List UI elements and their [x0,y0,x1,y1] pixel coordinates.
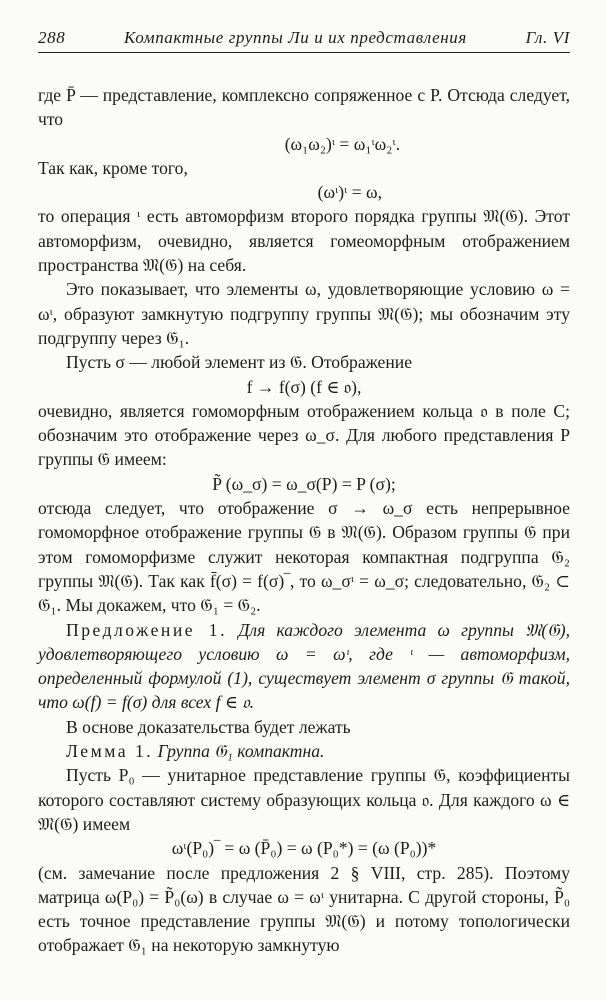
paragraph: В основе доказательства будет лежать [66,716,351,737]
page-body [38,83,570,958]
proposition-label: Предложение 1. [66,619,227,640]
formula-involution: (ωᶥ)ᶥ = ω, [317,182,382,203]
formula-unitary: ωᶥ(P₀)‾ = ω (P̄₀) = ω (P₀*) = (ω (P₀))* [171,838,437,859]
paragraph: Так как, кроме того, [38,157,188,178]
book-page [38,28,570,958]
paragraph: где P̄ — представление, комплексно сопряженное с P. Отсюда следует, что [38,85,570,130]
lemma-label: Лемма 1. [66,741,154,762]
paragraph: Пусть σ — любой элемент из 𝔊. Отображение [66,352,413,373]
paragraph: Пусть P₀ — унитарное представление группы 𝔊, коэффициенты которого составляют систему образующих кольца 𝔬. Для каждого ω ∈ 𝔐(𝔊) имеем [38,765,570,834]
proposition-text: Для каждого элемента ω группы 𝔐(𝔊), удовлетворяющего условию ω = ωᶥ, где ᶥ — автоморфизм, определенный формулой (1), существует элемент σ группы 𝔊 такой, что ω(f) = f(σ) для всех f ∈ 𝔬. [38,619,570,713]
paragraph: отсюда следует, что отображение σ → ω_σ есть непрерывное гомоморфное отображение группы 𝔊 в 𝔐(𝔊). Образом группы 𝔊 при этом гомоморфизме служит некоторая компактная подгруппа 𝔊₂ группы 𝔐(𝔊). Так как f̄(σ) = f(σ)‾, то ω_σᶥ = ω_σ; следовательно, 𝔊₂ ⊂ 𝔊₁. Мы докажем, что 𝔊₁ = 𝔊₂. [38,498,570,616]
proposition-1 [38,618,570,715]
chapter-label: Гл. VI [525,28,570,47]
formula-automorphism-product: (ω₁ω₂)ᶥ = ω₁ᶥω₂ᶥ. [284,133,400,154]
paragraph: Это показывает, что элементы ω, удовлетворяющие условию ω = ωᶥ, образуют замкнутую подгруппу группы 𝔐(𝔊); мы обозначим эту подгруппу через 𝔊₁. [38,279,570,348]
paragraph: очевидно, является гомоморфным отображением кольца 𝔬 в поле C; обозначим это отображение через ω_σ. Для любого представления P группы 𝔊 имеем: [38,400,570,470]
lemma-1 [38,739,570,763]
running-title: Компактные группы Ли и их представления [124,28,467,47]
page-number: 288 [38,28,66,47]
running-header [38,28,570,53]
paragraph: (см. замечание после предложения 2 § VIII, стр. 285). Поэтому матрица ω(P₀) = P̃₀(ω) в случае ω = ωᶥ унитарна. С другой стороны, P̃₀ есть точное представление группы 𝔐(𝔊) и потому топологически отображает 𝔊₁ на некоторую замкнутую [38,862,570,956]
formula-evaluation-map: f → f(σ) (f ∈ 𝔬), [246,376,362,397]
paragraph: то операция ᶥ есть автоморфизм второго порядка группы 𝔐(𝔊). Этот автоморфизм, очевидно, является гомеоморфным отображением пространства 𝔐(𝔊) на себя. [38,206,570,276]
formula-representation: P̃ (ω_σ) = ω_σ(P) = P (σ); [212,473,396,494]
lemma-text: Группа 𝔊₁ компактна. [157,741,325,762]
